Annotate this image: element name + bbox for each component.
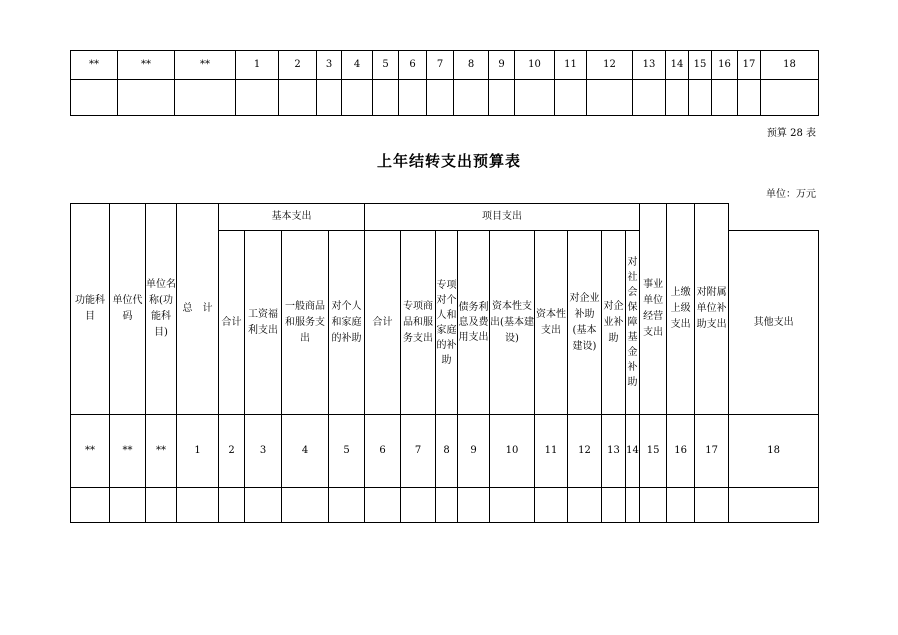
header-basic-sum: 合计 bbox=[219, 231, 245, 415]
header-unit-code: 单位代码 bbox=[110, 204, 146, 415]
table-cell: ** bbox=[146, 415, 177, 488]
table-cell: 7 bbox=[401, 415, 436, 488]
header-enterprise: 对企业补助 bbox=[602, 231, 626, 415]
header-personal: 对个人和家庭的补助 bbox=[329, 231, 365, 415]
budget-table bbox=[70, 203, 819, 523]
table-cell: ** bbox=[110, 415, 146, 488]
header-unit-name: 单位名称(功能科目) bbox=[146, 204, 177, 415]
table-cell: 9 bbox=[458, 415, 490, 488]
table-cell: ** bbox=[71, 51, 118, 80]
header-capital: 资本性支出 bbox=[535, 231, 568, 415]
table-cell: 17 bbox=[738, 51, 761, 80]
table-cell: 8 bbox=[436, 415, 458, 488]
table-cell: 9 bbox=[489, 51, 515, 80]
table-cell: 13 bbox=[602, 415, 626, 488]
table-cell: 14 bbox=[626, 415, 640, 488]
table-cell: 4 bbox=[342, 51, 373, 80]
table-cell: 1 bbox=[177, 415, 219, 488]
top-continuation-table bbox=[70, 50, 819, 116]
table-cell: 8 bbox=[454, 51, 489, 80]
header-project-sum: 合计 bbox=[365, 231, 401, 415]
table-cell: 3 bbox=[317, 51, 342, 80]
table-cell: 12 bbox=[587, 51, 633, 80]
header-capital-basic: 资本性支出(基本建设) bbox=[490, 231, 535, 415]
table-cell: 10 bbox=[515, 51, 555, 80]
header-project-group: 项目支出 bbox=[365, 204, 640, 231]
table-cell: 6 bbox=[399, 51, 427, 80]
header-business: 事业单位经营支出 bbox=[640, 204, 667, 415]
header-func-subject: 功能科目 bbox=[71, 204, 110, 415]
table-cell: 13 bbox=[633, 51, 666, 80]
sheet-number: 预算 28 表 bbox=[766, 128, 816, 139]
unit-label: 单位：万元 bbox=[766, 189, 816, 200]
header-upper: 上缴上级支出 bbox=[667, 204, 695, 415]
table-cell: 6 bbox=[365, 415, 401, 488]
header-total: 总 计 bbox=[177, 204, 219, 415]
table-cell: 3 bbox=[245, 415, 282, 488]
header-wages: 工资福利支出 bbox=[245, 231, 282, 415]
table-cell: 7 bbox=[427, 51, 454, 80]
table-cell: 11 bbox=[535, 415, 568, 488]
table-cell: ** bbox=[175, 51, 236, 80]
table-cell: 16 bbox=[667, 415, 695, 488]
table-cell: 17 bbox=[695, 415, 729, 488]
table-cell: 5 bbox=[329, 415, 365, 488]
table-cell: 15 bbox=[640, 415, 667, 488]
top-code-row bbox=[71, 51, 819, 80]
header-other: 其他支出 bbox=[729, 231, 819, 415]
table-cell: 5 bbox=[373, 51, 399, 80]
page-title: 上年结转支出预算表 bbox=[376, 152, 521, 170]
header-goods: 一般商品和服务支出 bbox=[282, 231, 329, 415]
table-cell: 2 bbox=[279, 51, 317, 80]
header-basic-group: 基本支出 bbox=[219, 204, 365, 231]
code-row bbox=[71, 415, 819, 488]
header-row-group bbox=[71, 204, 819, 231]
header-affiliated: 对附属单位补助支出 bbox=[695, 204, 729, 415]
header-special-personal: 专项对个人和家庭的补助 bbox=[436, 231, 458, 415]
table-cell: ** bbox=[71, 415, 110, 488]
table-cell: 16 bbox=[712, 51, 738, 80]
empty-row bbox=[71, 488, 819, 523]
table-cell: 18 bbox=[761, 51, 819, 80]
table-cell: ** bbox=[118, 51, 175, 80]
table-cell: 4 bbox=[282, 415, 329, 488]
table-cell: 18 bbox=[729, 415, 819, 488]
header-special-goods: 专项商品和服务支出 bbox=[401, 231, 436, 415]
header-debt: 债务利息及费用支出 bbox=[458, 231, 490, 415]
header-social-security: 对社会保障基金补助 bbox=[626, 231, 640, 415]
table-cell: 2 bbox=[219, 415, 245, 488]
table-cell: 15 bbox=[689, 51, 712, 80]
header-enterprise-basic: 对企业补助(基本建设) bbox=[568, 231, 602, 415]
table-cell: 10 bbox=[490, 415, 535, 488]
table-cell: 1 bbox=[236, 51, 279, 80]
table-cell: 11 bbox=[555, 51, 587, 80]
table-cell: 12 bbox=[568, 415, 602, 488]
top-empty-row bbox=[71, 80, 819, 116]
table-cell: 14 bbox=[666, 51, 689, 80]
